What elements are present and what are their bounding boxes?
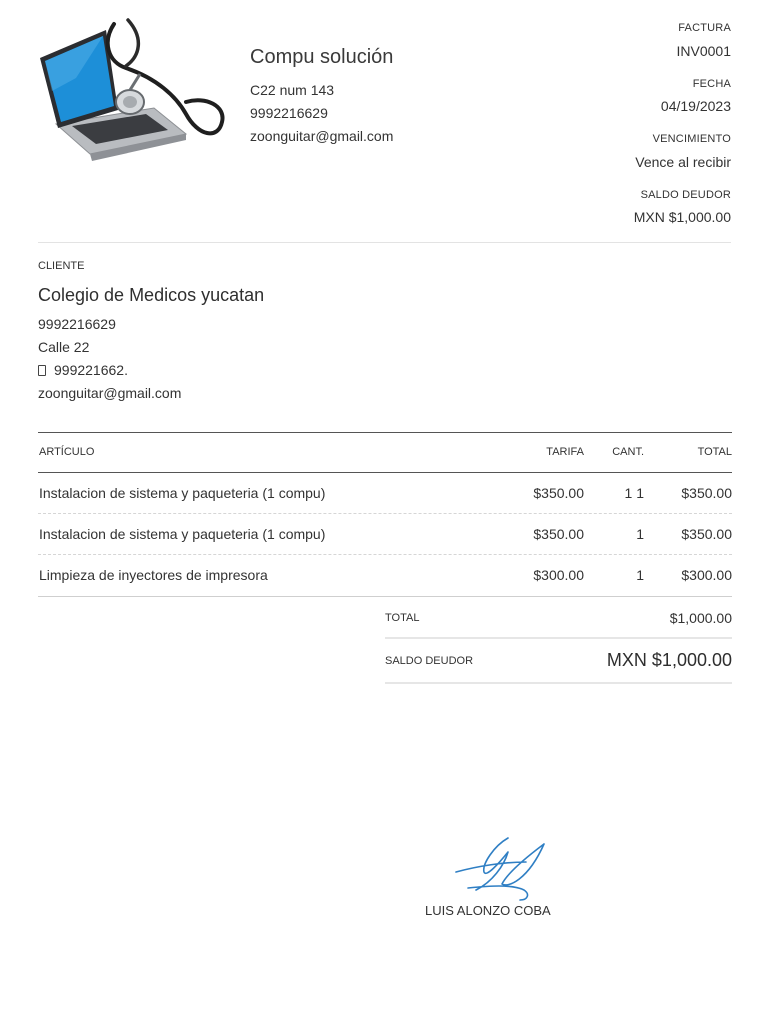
row-rate: $350.00 xyxy=(533,485,584,501)
total-value: $1,000.00 xyxy=(669,610,732,626)
signature xyxy=(448,832,558,902)
header-divider xyxy=(38,242,731,243)
table-row xyxy=(38,473,732,514)
invoice-date: 04/19/2023 xyxy=(660,98,731,114)
invoice-number: INV0001 xyxy=(676,43,731,59)
due-date: Vence al recibir xyxy=(635,154,731,170)
row-item: Instalacion de sistema y paqueteria (1 compu) xyxy=(39,526,326,542)
mobile-phone-icon xyxy=(38,365,46,376)
laptop-stethoscope-icon xyxy=(36,16,228,168)
company-logo xyxy=(36,16,228,168)
client-name: Colegio de Medicos yucatan xyxy=(38,285,265,305)
row-qty: 1 1 xyxy=(624,485,644,501)
items-table xyxy=(38,432,732,597)
row-item: Instalacion de sistema y paqueteria (1 compu) xyxy=(39,485,326,501)
company-address: C22 num 143 xyxy=(250,82,335,98)
row-total: $300.00 xyxy=(681,567,732,583)
table-row xyxy=(38,555,732,597)
client-mobile: 999221662. xyxy=(54,362,128,378)
totals-divider xyxy=(385,637,732,639)
company-email: zoonguitar@gmail.com xyxy=(250,128,394,144)
client-address: Calle 22 xyxy=(38,339,90,355)
company-name: Compu solución xyxy=(250,46,394,68)
client-email: zoonguitar@gmail.com xyxy=(38,385,182,401)
table-header xyxy=(38,432,732,473)
column-header-qty: CANT. xyxy=(612,446,644,458)
column-header-item: ARTÍCULO xyxy=(39,446,95,458)
invoice-date-label: FECHA xyxy=(692,78,731,90)
client-phone: 9992216629 xyxy=(38,316,116,332)
company-phone: 9992216629 xyxy=(250,105,328,121)
column-header-rate: TARIFA xyxy=(546,446,584,458)
balance-due-label: SALDO DEUDOR xyxy=(640,189,731,201)
table-row xyxy=(38,514,732,555)
handwritten-signature-icon xyxy=(448,832,558,902)
row-qty: 1 xyxy=(636,567,644,583)
balance-divider xyxy=(385,682,732,684)
row-rate: $300.00 xyxy=(533,567,584,583)
row-total: $350.00 xyxy=(681,526,732,542)
row-rate: $350.00 xyxy=(533,526,584,542)
client-label: CLIENTE xyxy=(38,260,85,272)
row-qty: 1 xyxy=(636,526,644,542)
column-header-total: TOTAL xyxy=(697,446,732,458)
signer-name: LUIS ALONZO COBA xyxy=(425,903,551,918)
balance-due: MXN $1,000.00 xyxy=(633,209,731,225)
row-total: $350.00 xyxy=(681,485,732,501)
total-label: TOTAL xyxy=(385,612,420,624)
invoice-number-label: FACTURA xyxy=(678,22,731,34)
due-date-label: VENCIMIENTO xyxy=(652,133,731,145)
row-item: Limpieza de inyectores de impresora xyxy=(39,567,268,583)
client-mobile-row xyxy=(38,362,128,378)
balance-label: SALDO DEUDOR xyxy=(385,655,474,667)
balance-value: MXN $1,000.00 xyxy=(606,650,732,670)
